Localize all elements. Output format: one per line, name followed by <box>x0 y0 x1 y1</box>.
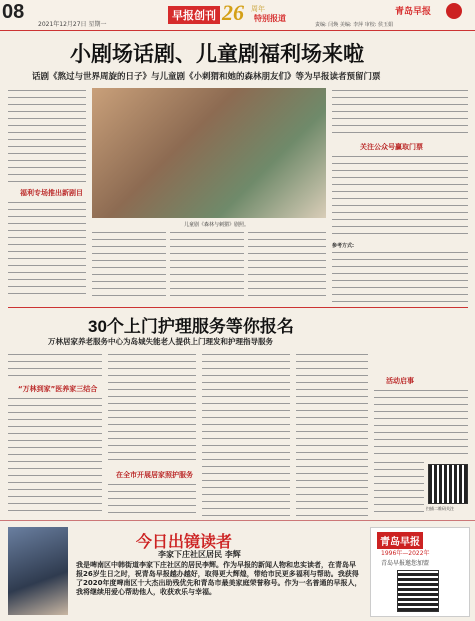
story1-title: 小剧场话剧、儿童剧福利场来啦 <box>70 43 364 66</box>
reader-title: 今日出镜读者 <box>136 534 233 551</box>
page-number: 08 <box>2 1 25 23</box>
story1-col2-text <box>92 230 166 302</box>
story2-col1-text <box>8 352 102 382</box>
story2-activity-text <box>374 388 468 458</box>
story2-heading2: 在全市开展居家照护服务 <box>116 471 193 479</box>
story2-col4-text <box>296 352 368 516</box>
anniversary-number: 26 <box>222 0 244 25</box>
story1-reference-label: 参考方式: <box>332 243 354 249</box>
story1-col4-text <box>248 230 326 302</box>
brand-ad-years: 1996年—2022年 <box>381 550 430 557</box>
story1-subtitle: 话剧《熬过与世界周旋的日子》与儿童剧《小刺猬和她的森林朋友们》等为早报读者预留门票 <box>32 72 381 82</box>
story1-col1-text-2 <box>8 200 86 300</box>
reader-body: 我是啤南区中韩街道李家下庄社区的居民李辉。作为早报的新闻人物和忠实读者，在青岛早报26岁生日之时，祝青岛早报越办越好，取得更大辉煌，带给市民更多福利与帮助。我获得了2020年度啤南区十大杰出助残优先和青岛市最美家庭荣誉称号。作为一名普通的早报人，我将继续用爱心帮助他人，收获欢乐与幸福。 <box>76 561 362 596</box>
divider <box>8 307 468 308</box>
story2-title: 30个上门护理服务等你报名 <box>88 317 294 336</box>
issue-date: 2021年12月27日 星期一 <box>38 21 107 28</box>
story2-subtitle: 万林居家养老服务中心为岛城失能老人提供上门理发和护理指导服务 <box>48 337 273 346</box>
section-label: 早报创刊 <box>168 6 220 24</box>
story1-photo-caption: 儿童剧《森林与刺猬》剧照。 <box>184 222 250 228</box>
brand-ad-label: 青岛早报 <box>377 532 423 549</box>
story1-ticket-heading: 关注公众号赢取门票 <box>360 143 423 151</box>
story1-right-text <box>332 88 468 138</box>
qr-caption: 扫描二维码关注 <box>426 506 454 511</box>
story1-col3-text <box>170 230 244 302</box>
story1-section-heading: 福利专场推出新剧目 <box>20 189 83 197</box>
logo-mark-icon <box>446 3 462 19</box>
special-label: 特别报道 <box>254 14 286 23</box>
story2-activity-heading: 活动启事 <box>386 377 414 385</box>
story2-col3-text <box>202 352 290 516</box>
story2-heading1: “万林到家”医养家三结合 <box>18 385 98 393</box>
story1-col1-text <box>8 88 86 188</box>
story2-col2-text-2 <box>108 482 196 516</box>
reader-feature <box>0 520 475 621</box>
staff-credits: 责编: 闫焕 美编: 李萍 审校: 侯玉娟 <box>315 22 394 28</box>
brand-ad <box>370 527 470 617</box>
reader-photo <box>8 527 68 615</box>
brand-ad-slogan: 青岛早报邀您加盟 <box>381 560 430 567</box>
page-header <box>0 0 475 31</box>
brand-qr-icon <box>397 570 439 612</box>
newspaper-logo: 青岛早报 <box>395 7 432 17</box>
story1-right-text-3 <box>332 250 468 302</box>
story2-col1-text-2 <box>8 396 102 516</box>
story2-col2-text <box>108 352 196 466</box>
reader-name: 李家下庄社区居民 李辉 <box>158 550 241 559</box>
story2-activity-text-2 <box>374 460 424 516</box>
story1-photo <box>92 88 326 218</box>
story1-right-text-2 <box>332 154 468 238</box>
qr-code-icon <box>428 464 468 504</box>
anniversary-suffix: 周年 <box>251 5 265 13</box>
